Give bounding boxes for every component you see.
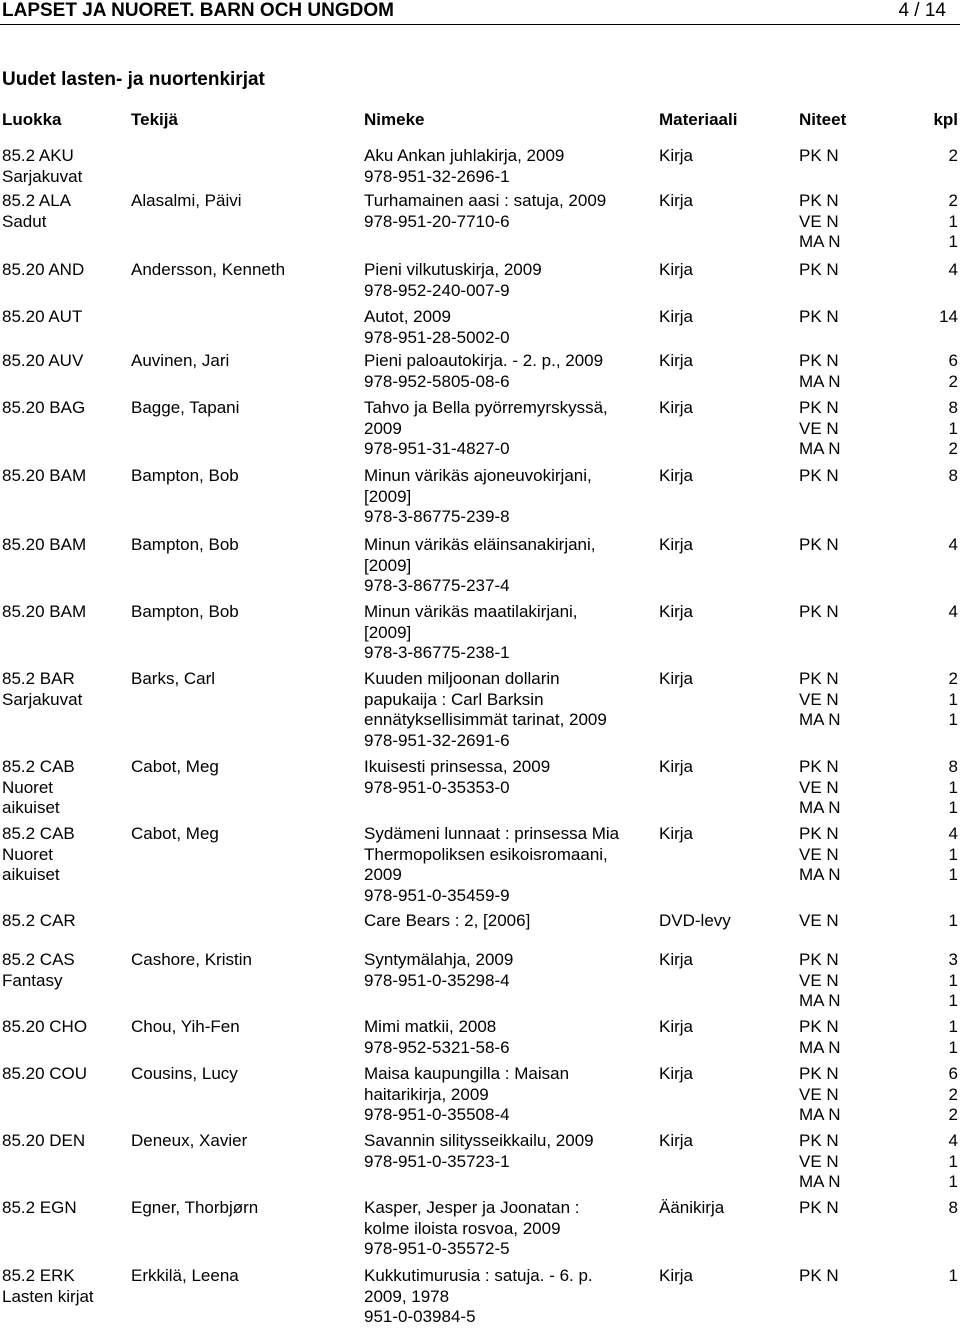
entry-counts (898, 146, 958, 167)
entry-class-line: Lasten kirjat (2, 1286, 94, 1306)
entry-class-line: 85.20 BAG (2, 398, 86, 417)
holding-count: 1 (948, 798, 958, 818)
entry-material: Kirja (659, 1266, 694, 1285)
entry-counts (898, 669, 958, 731)
entry-class-line: 85.2 BAR (2, 669, 75, 688)
entry-title (364, 1266, 652, 1328)
entry-author: Auvinen, Jari (131, 351, 230, 370)
holding-location: VE N (799, 1084, 839, 1104)
holding-location: VE N (799, 777, 839, 797)
entry-title-line: Turhamainen aasi : satuja, 2009 (364, 191, 607, 210)
entry-class-line: Nuoret (2, 844, 54, 864)
entry-title-line: Tahvo ja Bella pyörremyrskyssä, (364, 398, 608, 417)
entry-class-line: 85.20 COU (2, 1064, 88, 1083)
holding-location: MA N (799, 439, 841, 459)
holding-count: 4 (948, 602, 958, 621)
entry-title-line: 978-952-240-007-9 (364, 280, 510, 300)
entry-title-line: Minun värikäs maatilakirjani, (364, 602, 578, 621)
entry-title-line: Kasper, Jesper ja Joonatan : (364, 1198, 580, 1217)
holding-count: 1 (948, 844, 958, 864)
entry-title (364, 535, 652, 597)
holding-count: 2 (948, 1105, 958, 1125)
entry-counts (898, 1266, 958, 1287)
entry-locations (799, 351, 869, 392)
holding-count: 8 (948, 466, 958, 485)
holding-count: 1 (948, 1151, 958, 1171)
entry-class (2, 824, 127, 886)
entry-author: Alasalmi, Päivi (131, 191, 242, 210)
entry-title-line: 978-951-0-35459-9 (364, 886, 510, 906)
entry-material: Kirja (659, 602, 694, 621)
entry-class (2, 191, 127, 232)
holding-location: MA N (799, 710, 841, 730)
entry-class-line: 85.20 BAM (2, 602, 87, 621)
holding-count: 1 (948, 232, 958, 252)
entry-title-line: Kukkutimurusia : satuja. - 6. p. (364, 1266, 593, 1285)
entry-locations (799, 191, 869, 253)
holding-location: VE N (799, 970, 839, 990)
holding-location: PK N (799, 824, 839, 843)
holding-count: 1 (948, 865, 958, 885)
entry-material: Kirja (659, 307, 694, 326)
entry-class-line: Sarjakuvat (2, 689, 83, 709)
holding-count: 14 (939, 307, 958, 326)
entry-title-line: 951-0-03984-5 (364, 1307, 476, 1327)
entry-locations (799, 260, 869, 281)
entry-counts (898, 466, 958, 487)
holding-count: 1 (948, 689, 958, 709)
holding-count: 1 (948, 991, 958, 1011)
entry-title (364, 757, 652, 798)
entry-title-line: 2009 (364, 418, 402, 438)
holding-location: PK N (799, 351, 839, 370)
holding-location: MA N (799, 371, 841, 391)
entry-locations (799, 950, 869, 1012)
entry-class (2, 1198, 127, 1219)
entry-material: Kirja (659, 950, 694, 969)
entry-author: Barks, Carl (131, 669, 216, 688)
entry-class-line: aikuiset (2, 798, 60, 818)
entry-locations (799, 602, 869, 623)
entry-locations (799, 307, 869, 328)
holding-location: MA N (799, 1172, 841, 1192)
entry-material: Kirja (659, 535, 694, 554)
entry-material: Kirja (659, 191, 694, 210)
entry-class (2, 351, 127, 372)
holding-count: 1 (948, 911, 958, 930)
entry-title-line: Care Bears : 2, [2006] (364, 911, 531, 930)
holding-count: 1 (948, 970, 958, 990)
entry-locations (799, 146, 869, 167)
entry-author: Andersson, Kenneth (131, 260, 286, 279)
entry-class (2, 535, 127, 556)
entry-title-line: Aku Ankan juhlakirja, 2009 (364, 146, 565, 165)
entry-author: Erkkilä, Leena (131, 1266, 239, 1285)
entry-locations (799, 1064, 869, 1126)
column-header-class: Luokka (2, 110, 62, 129)
entry-locations (799, 669, 869, 731)
holding-count: 1 (948, 777, 958, 797)
entry-class-line: 85.20 BAM (2, 466, 87, 485)
entry-title (364, 1198, 652, 1260)
entry-title-line: ennätyksellisimmät tarinat, 2009 (364, 710, 607, 730)
entry-title-line: 978-951-20-7710-6 (364, 211, 510, 231)
entry-material: Kirja (659, 398, 694, 417)
entry-title-line: 978-3-86775-237-4 (364, 576, 510, 596)
holding-location: MA N (799, 798, 841, 818)
entry-locations (799, 535, 869, 556)
entry-title (364, 398, 652, 460)
holding-location: PK N (799, 1017, 839, 1036)
entry-counts (898, 824, 958, 886)
entry-class (2, 398, 127, 419)
entry-material: Kirja (659, 1131, 694, 1150)
holding-location: VE N (799, 1151, 839, 1171)
entry-title-line: 978-951-0-35353-0 (364, 777, 510, 797)
holding-location: VE N (799, 418, 839, 438)
entry-class-line: 85.20 AUT (2, 307, 83, 326)
entry-locations (799, 466, 869, 487)
entry-counts (898, 757, 958, 819)
entry-class (2, 466, 127, 487)
holding-count: 6 (948, 351, 958, 370)
entry-locations (799, 757, 869, 819)
holding-location: PK N (799, 466, 839, 485)
entry-title (364, 950, 652, 991)
entry-locations (799, 824, 869, 886)
holding-location: PK N (799, 1131, 839, 1150)
entry-class-line: Sadut (2, 211, 47, 231)
entry-class (2, 669, 127, 710)
entry-class (2, 911, 127, 932)
entry-class (2, 757, 127, 819)
column-header-author: Tekijä (131, 110, 178, 129)
entry-material: Kirja (659, 1064, 694, 1083)
column-header-count: kpl (933, 110, 958, 129)
entry-class (2, 260, 127, 281)
holding-count: 4 (948, 535, 958, 554)
holding-count: 1 (948, 211, 958, 231)
holding-location: PK N (799, 307, 839, 326)
entry-title-line: 978-951-28-5002-0 (364, 327, 510, 347)
header-title: LAPSET JA NUORET. BARN OCH UNGDOM (2, 0, 394, 21)
holding-count: 1 (948, 1172, 958, 1192)
holding-location: PK N (799, 1198, 839, 1217)
entry-title (364, 1131, 652, 1172)
entry-counts (898, 1017, 958, 1058)
entry-class-line: 85.2 CAS (2, 950, 75, 969)
entry-title-line: [2009] (364, 486, 412, 506)
entry-author: Bampton, Bob (131, 466, 239, 485)
holding-location: PK N (799, 535, 839, 554)
entry-title (364, 260, 652, 301)
holding-location: MA N (799, 865, 841, 885)
entry-title-line: Syntymälahja, 2009 (364, 950, 514, 969)
entry-class-line: 85.20 DEN (2, 1131, 86, 1150)
holding-location: VE N (799, 911, 839, 930)
entry-class (2, 950, 127, 991)
holding-count: 8 (948, 757, 958, 776)
entry-title (364, 824, 652, 907)
entry-material: Kirja (659, 351, 694, 370)
holding-location: PK N (799, 757, 839, 776)
entry-title-line: 978-951-31-4827-0 (364, 439, 510, 459)
entry-title-line: 978-951-32-2691-6 (364, 731, 510, 751)
holding-count: 1 (948, 1266, 958, 1285)
entry-class-line: Fantasy (2, 970, 63, 990)
entry-material: Äänikirja (659, 1198, 725, 1217)
entry-material: Kirja (659, 146, 694, 165)
entry-title-line: papukaija : Carl Barksin (364, 689, 544, 709)
column-header-title: Nimeke (364, 110, 425, 129)
entry-material: Kirja (659, 757, 694, 776)
entry-class (2, 146, 127, 187)
holding-count: 2 (948, 439, 958, 459)
holding-location: MA N (799, 232, 841, 252)
entry-title-line: 978-951-0-35723-1 (364, 1151, 510, 1171)
entry-title (364, 911, 652, 932)
entry-title-line: Minun värikäs eläinsanakirjani, (364, 535, 596, 554)
entry-counts (898, 1131, 958, 1193)
entry-material: Kirja (659, 669, 694, 688)
entry-author: Egner, Thorbjørn (131, 1198, 259, 1217)
entry-title-line: Thermopoliksen esikoisromaani, (364, 844, 608, 864)
entry-title-line: 978-3-86775-238-1 (364, 643, 510, 663)
holding-location: MA N (799, 991, 841, 1011)
entry-title (364, 146, 652, 187)
entry-class (2, 1131, 127, 1152)
entry-author: Bampton, Bob (131, 535, 239, 554)
holding-location: MA N (799, 1037, 841, 1057)
holding-location: PK N (799, 602, 839, 621)
entry-title-line: kolme iloista rosvoa, 2009 (364, 1218, 561, 1238)
entry-title (364, 191, 652, 232)
entry-counts (898, 950, 958, 1012)
entry-material: Kirja (659, 260, 694, 279)
entry-class (2, 1064, 127, 1085)
entry-material: Kirja (659, 824, 694, 843)
entry-counts (898, 911, 958, 932)
entry-class-line: 85.20 AND (2, 260, 85, 279)
holding-count: 3 (948, 950, 958, 969)
entry-counts (898, 535, 958, 556)
entry-class-line: 85.2 CAB (2, 757, 75, 776)
entry-counts (898, 1064, 958, 1126)
holding-count: 1 (948, 418, 958, 438)
entry-material: DVD-levy (659, 911, 731, 930)
entry-locations (799, 1198, 869, 1219)
entry-author: Cabot, Meg (131, 757, 219, 776)
entry-material: Kirja (659, 1017, 694, 1036)
holding-count: 2 (948, 191, 958, 210)
entry-title (364, 351, 652, 392)
holding-location: PK N (799, 950, 839, 969)
holding-count: 4 (948, 260, 958, 279)
entry-title (364, 466, 652, 528)
entry-class-line: 85.2 CAB (2, 824, 75, 843)
entry-title-line: 978-951-0-35508-4 (364, 1105, 510, 1125)
entry-class-line: Sarjakuvat (2, 166, 83, 186)
entry-class-line: 85.20 CHO (2, 1017, 88, 1036)
entry-class-line: 85.20 BAM (2, 535, 87, 554)
entry-class (2, 1017, 127, 1038)
entry-title-line: Pieni vilkutuskirja, 2009 (364, 260, 542, 279)
page-number: 4 / 14 (898, 0, 946, 21)
entry-class-line: 85.2 AKU (2, 146, 74, 165)
entry-class (2, 602, 127, 623)
entry-author: Cabot, Meg (131, 824, 219, 843)
entry-locations (799, 1266, 869, 1287)
entry-title-line: 978-951-0-35298-4 (364, 970, 510, 990)
holding-count: 4 (948, 824, 958, 843)
holding-count: 6 (948, 1064, 958, 1083)
entry-title-line: Ikuisesti prinsessa, 2009 (364, 757, 551, 776)
entry-title-line: 2009 (364, 865, 402, 885)
holding-location: PK N (799, 669, 839, 688)
entry-counts (898, 398, 958, 460)
entry-title-line: Pieni paloautokirja. - 2. p., 2009 (364, 351, 604, 370)
entry-counts (898, 351, 958, 392)
entry-title-line: 978-951-0-35572-5 (364, 1239, 510, 1259)
entry-title (364, 669, 652, 752)
entry-class-line: Nuoret (2, 777, 54, 797)
entry-counts (898, 602, 958, 623)
entry-counts (898, 260, 958, 281)
holding-count: 1 (948, 1037, 958, 1057)
holding-location: PK N (799, 1064, 839, 1083)
entry-author: Cousins, Lucy (131, 1064, 238, 1083)
holding-location: PK N (799, 260, 839, 279)
holding-count: 1 (948, 710, 958, 730)
entry-material: Kirja (659, 466, 694, 485)
entry-locations (799, 1017, 869, 1058)
entry-title (364, 602, 652, 664)
entry-title (364, 1064, 652, 1126)
entry-title-line: haitarikirja, 2009 (364, 1084, 489, 1104)
entry-title-line: Autot, 2009 (364, 307, 451, 326)
entry-locations (799, 911, 869, 932)
holding-count: 4 (948, 1131, 958, 1150)
holding-count: 8 (948, 1198, 958, 1217)
entry-title-line: Sydämeni lunnaat : prinsessa Mia (364, 824, 620, 843)
entry-author: Bampton, Bob (131, 602, 239, 621)
holding-count: 2 (948, 1084, 958, 1104)
holding-count: 8 (948, 398, 958, 417)
column-header-material: Materiaali (659, 110, 738, 129)
entry-title-line: 978-952-5321-58-6 (364, 1037, 510, 1057)
entry-class-line: 85.2 ERK (2, 1266, 75, 1285)
holding-count: 2 (948, 371, 958, 391)
entry-counts (898, 307, 958, 328)
entry-title-line: [2009] (364, 555, 412, 575)
holding-location: VE N (799, 844, 839, 864)
entry-counts (898, 191, 958, 253)
column-header-volumes: Niteet (799, 110, 847, 129)
entry-author: Deneux, Xavier (131, 1131, 248, 1150)
entry-locations (799, 398, 869, 460)
entry-title (364, 307, 652, 348)
holding-location: VE N (799, 689, 839, 709)
entry-class-line: 85.2 EGN (2, 1198, 77, 1217)
entry-class (2, 307, 127, 328)
holding-location: MA N (799, 1105, 841, 1125)
entry-title-line: Mimi matkii, 2008 (364, 1017, 497, 1036)
entry-title-line: 978-3-86775-239-8 (364, 507, 510, 527)
entry-title-line: Minun värikäs ajoneuvokirjani, (364, 466, 592, 485)
entry-class-line: 85.20 AUV (2, 351, 84, 370)
entry-title (364, 1017, 652, 1058)
holding-location: VE N (799, 211, 839, 231)
entry-class-line: aikuiset (2, 865, 60, 885)
entry-locations (799, 1131, 869, 1193)
entry-author: Bagge, Tapani (131, 398, 240, 417)
entry-title-line: Savannin silitysseikkailu, 2009 (364, 1131, 594, 1150)
entry-author: Cashore, Kristin (131, 950, 252, 969)
holding-count: 1 (948, 1017, 958, 1036)
entry-title-line: Maisa kaupungilla : Maisan (364, 1064, 570, 1083)
entry-title-line: [2009] (364, 622, 412, 642)
holding-location: PK N (799, 398, 839, 417)
page-title: Uudet lasten- ja nuortenkirjat (2, 69, 265, 90)
entry-class-line: 85.2 ALA (2, 191, 72, 210)
entry-title-line: Kuuden miljoonan dollarin (364, 669, 560, 688)
holding-location: PK N (799, 146, 839, 165)
entry-class-line: 85.2 CAR (2, 911, 76, 930)
entry-counts (898, 1198, 958, 1219)
entry-title-line: 2009, 1978 (364, 1286, 450, 1306)
entry-title-line: 978-951-32-2696-1 (364, 166, 510, 186)
holding-count: 2 (948, 669, 958, 688)
holding-location: PK N (799, 1266, 839, 1285)
entry-author: Chou, Yih-Fen (131, 1017, 240, 1036)
entry-title-line: 978-952-5805-08-6 (364, 371, 510, 391)
entry-class (2, 1266, 127, 1307)
holding-location: PK N (799, 191, 839, 210)
holding-count: 2 (948, 146, 958, 165)
